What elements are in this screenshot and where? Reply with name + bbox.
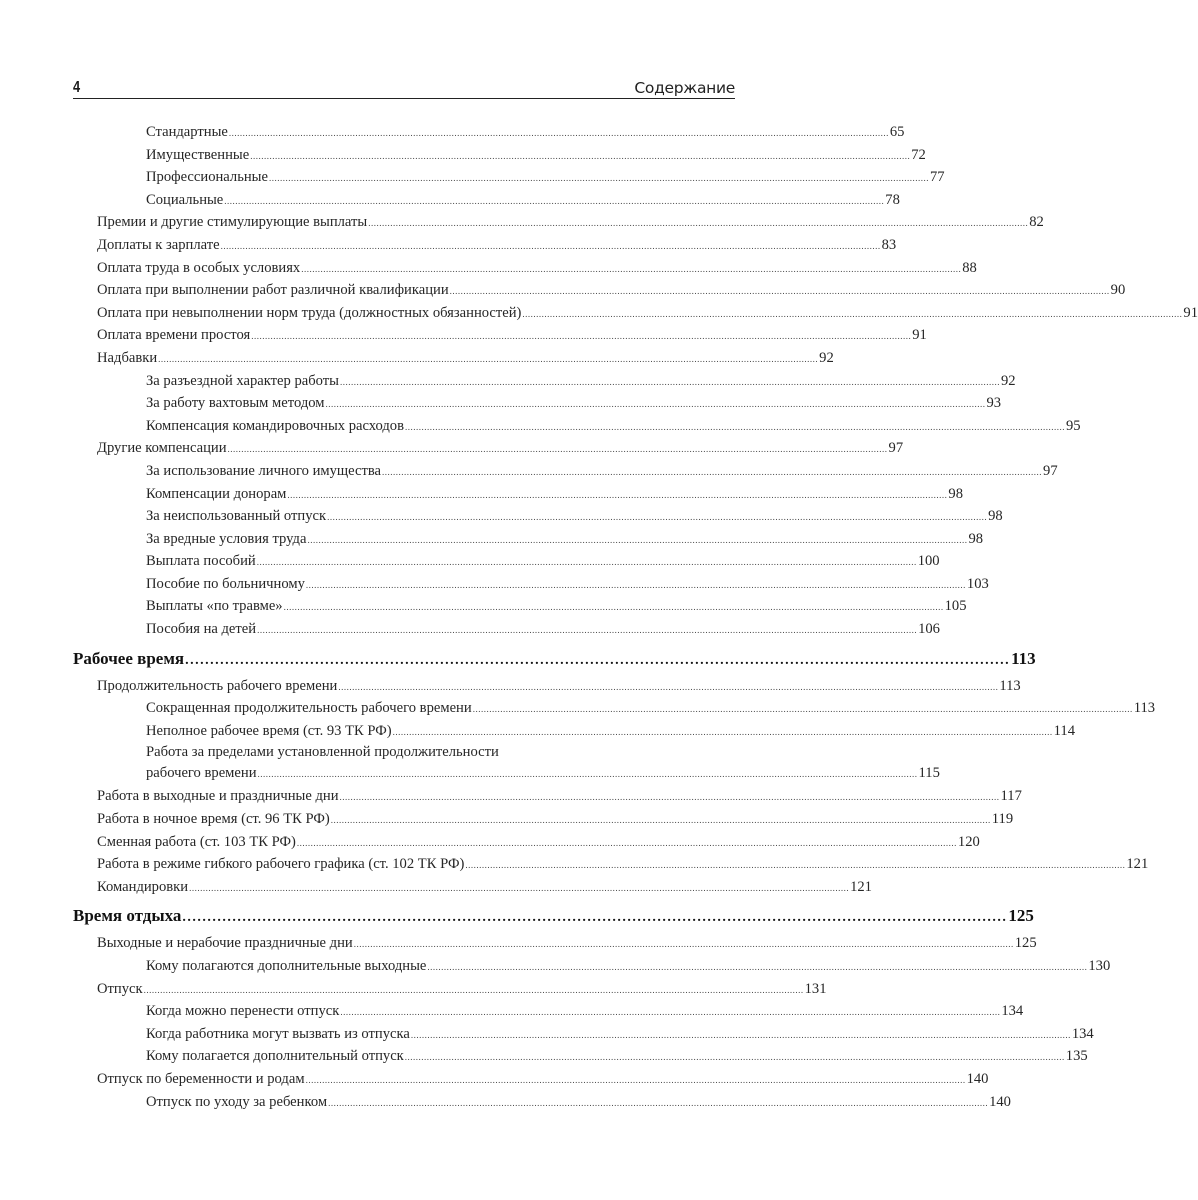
dot-leader bbox=[338, 676, 998, 699]
toc-entry[interactable] bbox=[73, 1068, 989, 1091]
dot-leader bbox=[258, 764, 918, 785]
toc-entry-title: Работа за пределами установленной продолжительности bbox=[146, 744, 499, 761]
dot-leader bbox=[405, 1046, 1065, 1069]
toc-entry-title: Стандартные bbox=[146, 124, 228, 140]
dot-leader bbox=[250, 145, 910, 168]
toc-entry-title: За разъездной характер работы bbox=[146, 372, 339, 389]
dot-leader bbox=[307, 529, 967, 552]
toc-entry[interactable] bbox=[73, 415, 1081, 438]
dot-leader bbox=[340, 371, 1000, 394]
toc-entry-title: Командировки bbox=[97, 878, 189, 895]
dot-leader bbox=[158, 348, 818, 371]
dot-leader bbox=[331, 809, 991, 832]
toc-entry-page: 105 bbox=[944, 598, 967, 615]
toc-entry-page: 91 bbox=[912, 327, 927, 344]
toc-entry[interactable] bbox=[73, 528, 984, 551]
toc-entry-page: 82 bbox=[1029, 214, 1044, 231]
dot-leader bbox=[368, 212, 1028, 235]
toc-entry[interactable] bbox=[73, 742, 940, 785]
toc-entry[interactable] bbox=[73, 144, 926, 167]
toc-entry-title: За работу вахтовым методом bbox=[146, 395, 325, 412]
toc-entry-page: 98 bbox=[948, 485, 964, 502]
toc-entry-title: Отпуск по уходу за ребенком bbox=[146, 1093, 328, 1110]
toc-entry-page: 93 bbox=[986, 395, 1002, 412]
toc-entry[interactable] bbox=[73, 573, 989, 596]
toc-entry-page: 130 bbox=[1088, 958, 1111, 974]
toc-entry-title: Выплаты «по травме» bbox=[146, 598, 283, 615]
dot-leader bbox=[427, 956, 1087, 979]
toc-chapter-title: Время отдыха bbox=[73, 906, 182, 926]
toc-entry[interactable] bbox=[73, 483, 964, 506]
toc-entry-title: Другие компенсации bbox=[97, 440, 227, 457]
toc-entry-page: 134 bbox=[1001, 1003, 1024, 1020]
toc-entry-page: 125 bbox=[1014, 935, 1037, 952]
toc-entry[interactable] bbox=[73, 370, 1016, 393]
dot-leader bbox=[224, 190, 884, 213]
toc-entry-page: 134 bbox=[1071, 1025, 1094, 1042]
toc-entry-page: 103 bbox=[966, 575, 989, 592]
toc-chapter-heading[interactable] bbox=[73, 901, 1034, 931]
toc-entry-page: 115 bbox=[918, 765, 940, 782]
dot-leader bbox=[405, 416, 1065, 439]
toc-entry-page: 95 bbox=[1066, 417, 1081, 434]
toc-entry[interactable] bbox=[73, 675, 1021, 698]
dot-leader bbox=[257, 619, 917, 642]
toc-entry-page: 72 bbox=[911, 146, 926, 163]
toc-entry-page: 100 bbox=[917, 553, 940, 570]
dot-leader bbox=[327, 506, 987, 529]
toc-entry-page: 113 bbox=[999, 677, 1021, 694]
toc-chapter-heading[interactable] bbox=[73, 644, 1036, 674]
toc-entry[interactable] bbox=[73, 257, 977, 280]
toc-entry[interactable] bbox=[73, 279, 1126, 302]
toc-entry[interactable] bbox=[73, 550, 940, 573]
toc-entry[interactable] bbox=[73, 1045, 1088, 1068]
toc-entry[interactable] bbox=[73, 955, 1111, 978]
toc-entry-title: Премии и другие стимулирующие выплаты bbox=[97, 214, 368, 231]
toc-entry[interactable] bbox=[73, 392, 1002, 415]
toc-entry-page: 92 bbox=[1000, 372, 1016, 389]
toc-entry-page: 97 bbox=[888, 440, 904, 457]
toc-entry-page: 90 bbox=[1110, 282, 1126, 299]
dot-leader bbox=[393, 721, 1053, 744]
toc-entry[interactable] bbox=[73, 347, 834, 370]
toc-chapter-page: 125 bbox=[1008, 906, 1034, 926]
toc-entry-title: Работа в ночное время (ст. 96 ТК РФ) bbox=[97, 811, 330, 828]
toc-entry-title: Компенсации донорам bbox=[146, 485, 287, 502]
toc-entry-title: Работа в выходные и праздничные дни bbox=[97, 788, 339, 805]
toc-entry-title: Оплата при невыполнении норм труда (должностных обязанностей) bbox=[97, 304, 522, 321]
toc-entry-page: 77 bbox=[929, 169, 945, 186]
toc-entry[interactable] bbox=[73, 1000, 1024, 1023]
toc-entry-title: За неиспользованный отпуск bbox=[146, 508, 327, 525]
toc-entry-page: 114 bbox=[1053, 722, 1076, 739]
toc-entry-page: 91 bbox=[1183, 304, 1198, 321]
toc-entry[interactable] bbox=[73, 211, 1044, 234]
dot-leader bbox=[269, 167, 929, 190]
toc-entry-title: Работа в режиме гибкого рабочего графика (ст. 102 ТК РФ) bbox=[97, 856, 465, 873]
dot-leader bbox=[301, 258, 961, 281]
toc-entry[interactable] bbox=[73, 932, 1037, 955]
toc-entry-title: За использование личного имущества bbox=[146, 462, 382, 479]
toc-entry-page: 140 bbox=[989, 1093, 1011, 1110]
toc-entry-page: 106 bbox=[918, 621, 940, 638]
toc-entry-title: Сокращенная продолжительность рабочего времени bbox=[146, 700, 472, 717]
toc-entry[interactable] bbox=[73, 460, 1058, 483]
toc-entry-title: За вредные условия труда bbox=[146, 530, 307, 547]
toc-entry[interactable] bbox=[73, 853, 1149, 876]
toc-entry-page: 117 bbox=[1000, 788, 1022, 805]
dot-leader bbox=[326, 393, 986, 416]
toc-entry-page: 113 bbox=[1133, 700, 1156, 717]
dot-leader bbox=[473, 698, 1133, 721]
toc-entry-title: Кому полагаются дополнительные выходные bbox=[146, 958, 427, 974]
toc-entry[interactable] bbox=[73, 1023, 1094, 1046]
toc-entry[interactable] bbox=[73, 831, 980, 854]
dot-leader bbox=[465, 854, 1125, 877]
toc-entry[interactable] bbox=[73, 876, 872, 899]
toc-entry-title: Когда можно перенести отпуск bbox=[146, 1003, 340, 1020]
toc-entry-title: Имущественные bbox=[146, 146, 250, 163]
dot-leader bbox=[229, 122, 889, 145]
toc-entry-title: Продолжительность рабочего времени bbox=[97, 677, 338, 694]
toc-entry-title: Отпуск по беременности и родам bbox=[97, 1070, 305, 1087]
toc-entry-page: 121 bbox=[1126, 856, 1149, 873]
toc-entry[interactable] bbox=[73, 437, 904, 460]
toc-entry[interactable] bbox=[73, 505, 1003, 528]
dot-leader bbox=[328, 1092, 988, 1115]
toc-entry[interactable] bbox=[73, 785, 1022, 808]
toc-entry-title: Неполное рабочее время (ст. 93 ТК РФ) bbox=[146, 722, 392, 739]
toc-entry[interactable] bbox=[73, 1091, 1011, 1114]
toc-entry-page: 120 bbox=[957, 833, 980, 850]
toc-entry-page: 78 bbox=[885, 191, 900, 208]
toc-entry[interactable] bbox=[73, 166, 945, 189]
toc-entry-page: 97 bbox=[1043, 462, 1058, 479]
toc-chapter-page: 113 bbox=[1011, 648, 1036, 668]
dot-leader bbox=[306, 574, 966, 597]
toc-entry-title: Оплата времени простоя bbox=[97, 327, 251, 344]
toc-entry-page: 121 bbox=[850, 878, 872, 895]
toc-entry[interactable] bbox=[73, 978, 827, 1001]
toc-entry[interactable] bbox=[73, 324, 927, 347]
toc-entry-title-continued: рабочего времени bbox=[146, 765, 257, 782]
toc-entry[interactable] bbox=[73, 697, 1156, 720]
dot-leader bbox=[450, 280, 1110, 303]
running-title: Содержание bbox=[634, 79, 735, 97]
toc-entry-title: Компенсация командировочных расходов bbox=[146, 417, 404, 434]
toc-entry[interactable] bbox=[73, 121, 905, 144]
toc-entry[interactable] bbox=[73, 189, 900, 212]
dot-leader bbox=[144, 979, 804, 1002]
toc-entry[interactable] bbox=[73, 618, 940, 641]
toc-entry-title: Профессиональные bbox=[146, 169, 268, 186]
dot-leader bbox=[306, 1069, 966, 1092]
dot-leader bbox=[228, 438, 888, 461]
dot-leader bbox=[340, 786, 1000, 809]
toc-entry-page: 140 bbox=[966, 1070, 989, 1087]
dot-leader bbox=[189, 877, 849, 900]
dot-leader bbox=[522, 303, 1182, 326]
dot-leader bbox=[297, 832, 957, 855]
toc-entry-page: 83 bbox=[881, 236, 897, 253]
table-of-contents bbox=[73, 121, 1198, 1113]
toc-entry-page: 135 bbox=[1065, 1048, 1088, 1065]
toc-entry[interactable] bbox=[73, 234, 897, 257]
toc-entry-title: Отпуск bbox=[97, 980, 143, 997]
toc-entry-title: Надбавки bbox=[97, 349, 158, 366]
dot-leader bbox=[251, 325, 911, 348]
dot-leader bbox=[411, 1024, 1071, 1047]
toc-chapter-title: Рабочее время bbox=[73, 648, 185, 668]
toc-entry-page: 98 bbox=[968, 530, 984, 547]
toc-entry-title: Оплата при выполнении работ различной квалификации bbox=[97, 282, 449, 299]
dot-leader bbox=[354, 933, 1014, 956]
toc-entry-title: Доплаты к зарплате bbox=[97, 236, 220, 253]
toc-entry-title: Выплата пособий bbox=[146, 553, 256, 570]
dot-leader bbox=[287, 484, 947, 507]
toc-entry-title: Выходные и нерабочие праздничные дни bbox=[97, 935, 353, 952]
toc-entry-title: Сменная работа (ст. 103 ТК РФ) bbox=[97, 833, 296, 850]
page-header bbox=[73, 76, 735, 99]
toc-entry-title: Пособие по больничному bbox=[146, 575, 305, 592]
dot-leader bbox=[382, 461, 1042, 484]
toc-entry[interactable] bbox=[73, 808, 1014, 831]
dot-leader bbox=[284, 596, 944, 619]
toc-entry[interactable] bbox=[73, 595, 967, 618]
toc-entry-page: 119 bbox=[991, 811, 1014, 828]
toc-entry-title: Когда работника могут вызвать из отпуска bbox=[146, 1025, 410, 1042]
toc-entry-title: Оплата труда в особых условиях bbox=[97, 259, 301, 276]
page-number: 4 bbox=[73, 79, 81, 96]
toc-entry-title: Кому полагается дополнительный отпуск bbox=[146, 1048, 404, 1065]
toc-entry-page: 65 bbox=[889, 124, 905, 140]
dot-leader bbox=[221, 235, 881, 258]
dot-leader bbox=[185, 646, 1010, 676]
dot-leader bbox=[257, 551, 917, 574]
toc-entry[interactable] bbox=[73, 302, 1198, 325]
toc-entry-page: 88 bbox=[962, 259, 977, 276]
toc-entry-page: 131 bbox=[804, 980, 827, 997]
toc-entry-title: Пособия на детей bbox=[146, 621, 257, 638]
toc-entry-title: Социальные bbox=[146, 191, 224, 208]
toc-entry-page: 92 bbox=[819, 349, 834, 366]
dot-leader bbox=[182, 903, 1007, 933]
dot-leader bbox=[340, 1001, 1000, 1024]
toc-entry-page: 98 bbox=[988, 508, 1003, 525]
toc-entry[interactable] bbox=[73, 720, 1076, 743]
